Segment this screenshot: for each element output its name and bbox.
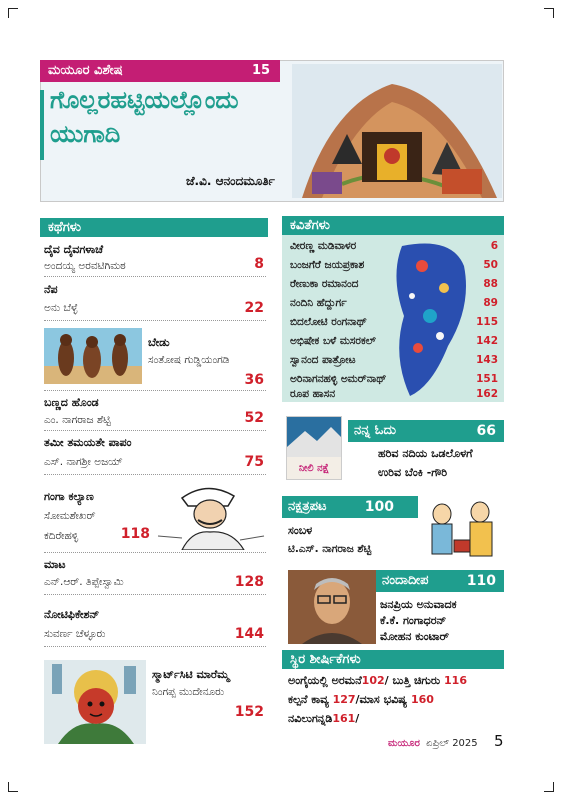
story-page[interactable]: 36 <box>244 372 264 388</box>
story-author: ಅಂದಯ್ಯ ಅರವಟಿಗಿಮಠ <box>44 260 126 272</box>
divider <box>44 474 266 475</box>
book-cover <box>286 416 342 480</box>
nandadeepa-line1[interactable]: ಜನಪ್ರಿಯ ಅನುವಾದಕ <box>380 598 457 611</box>
divider <box>44 552 266 553</box>
poems-illustration <box>382 236 474 400</box>
story-title[interactable]: ಸ್ಮಾರ್ಟ್‌ಸಿಟಿ ಮಾರೆಮ್ಮ <box>152 668 230 681</box>
poem-author[interactable]: ಅಭಿಷೇಕ ಬಳೆ ಮಸರಕಲ್ <box>290 335 376 347</box>
divider <box>44 320 266 321</box>
portrait-photo <box>288 570 376 644</box>
story-page[interactable]: 22 <box>244 300 264 316</box>
crop-mark <box>8 8 9 18</box>
story-title[interactable]: ನೋಟಿಫಿಕೇಶನ್ <box>44 608 100 621</box>
portrait-art <box>288 570 376 644</box>
regular-item: / ಬುತ್ತಿ ಚಿಗುರು <box>384 674 445 687</box>
nanna-odu-label: ನನ್ನ ಓದು <box>354 423 397 438</box>
poem-page[interactable]: 6 <box>490 240 498 252</box>
nakshatrapata-line2: ಟಿ.ಎಸ್. ನಾಗರಾಜ ಶೆಟ್ಟಿ <box>288 543 372 555</box>
story-illustration-smartcity <box>44 660 146 744</box>
story-author: ಎನ್.ಆರ್. ತಿಪ್ಪೇಸ್ವಾಮಿ <box>44 576 124 588</box>
poem-page[interactable]: 151 <box>476 373 498 385</box>
poem-page[interactable]: 89 <box>483 297 498 309</box>
story-author: ಎಸ್. ನಾಗಶ್ರೀ ಅಜಯ್ <box>44 456 123 468</box>
crop-mark <box>553 8 554 18</box>
regular-page: 160 <box>411 693 434 706</box>
divider <box>44 646 266 647</box>
story-author: ಸುವರ್ಣ ಚೆಳ್ಳೂರು <box>44 628 106 640</box>
poem-author[interactable]: ರೂಪ ಹಾಸನ <box>290 388 336 400</box>
nakshatrapata-line1[interactable]: ಸಂಬಳ <box>288 524 313 537</box>
story-page[interactable]: 52 <box>244 410 264 426</box>
nandadeepa-line2[interactable]: ಕೆ.ಕೆ. ಗಂಗಾಧರನ್ <box>380 614 447 627</box>
regular-item: ನವಿಲುಗನ್ನಡಿ <box>288 712 333 725</box>
feature-label: ಮಯೂರ ವಿಶೇಷ <box>48 63 123 78</box>
nakshatrapata-label: ನಕ್ಷತ್ರಪಟ <box>288 499 327 514</box>
story-title[interactable]: ನೆಪ <box>44 283 58 296</box>
feature-author: ಜೆ.ವಿ. ಆನಂದಮೂರ್ತಿ <box>186 174 275 188</box>
divider <box>44 594 266 595</box>
nandadeepa-page[interactable]: 110 <box>466 573 496 589</box>
regular-header <box>282 650 504 669</box>
story-page[interactable]: 75 <box>244 454 264 470</box>
crop-mark <box>8 782 9 792</box>
poem-author[interactable]: ವೀರಣ್ಣ ಮಡಿವಾಳರ <box>290 240 357 252</box>
story-title[interactable]: ಬಣ್ಣದ ಹೊಂಡ <box>44 396 99 409</box>
footer-date: ಏಪ್ರಿಲ್ 2025 <box>426 738 478 749</box>
regular-line3[interactable]: ನವಿಲುಗನ್ನಡಿ161/ <box>288 712 360 725</box>
nanna-odu-page[interactable]: 66 <box>476 423 496 439</box>
nanna-odu-line2[interactable]: ಉರಿವ ಬೆಂಕಿ -ಗೌರಿ <box>378 466 448 479</box>
regular-line1[interactable] <box>288 674 467 688</box>
nanna-odu-line1[interactable]: ಹರಿವ ನದಿಯ ಒಡಲೊಳಗೆ <box>378 447 473 460</box>
crop-mark <box>8 8 18 9</box>
story-author: ಸೋಮಶೇಖರ್ <box>44 510 96 522</box>
story-page[interactable]: 8 <box>254 256 264 272</box>
cartoon-illustration <box>420 494 504 564</box>
poem-author[interactable]: ಬಂಜಗೆರೆ ಜಯಪ್ರಕಾಶ <box>290 259 365 271</box>
poem-author[interactable]: ಬಿದಲೋಟಿ ರಂಗನಾಥ್ <box>290 316 367 328</box>
regular-item: /ಮಾಸ ಭವಿಷ್ಯ <box>355 693 411 706</box>
book-cover-art <box>287 417 341 457</box>
story-author: ಸಂತೋಷ ಗುಡ್ಡಿಯಂಗಡಿ <box>148 354 230 366</box>
poem-page[interactable]: 50 <box>483 259 498 271</box>
nakshatrapata-page[interactable]: 100 <box>364 499 394 515</box>
poems-label: ಕವಿತೆಗಳು <box>290 218 330 233</box>
poem-author[interactable]: ನಂದಿನಿ ಹೆದ್ದುರ್ಗ <box>290 297 347 309</box>
story-title[interactable]: ಮಾಟ <box>44 558 66 571</box>
story-page[interactable]: 152 <box>234 704 264 720</box>
poems-header <box>282 216 504 235</box>
feature-title-line1[interactable]: ಗೊಲ್ಲರಹಟ್ಟಿಯಲ್ಲೊಂದು <box>50 86 239 114</box>
footer-page-number: 5 <box>494 732 504 750</box>
poem-author[interactable]: ರೇಣುಕಾ ರಮಾನಂದ <box>290 278 359 290</box>
poem-page[interactable]: 143 <box>476 354 498 366</box>
story-title[interactable]: ದೈವ ದೈವಗಳಾಚೆ <box>44 243 104 256</box>
story-title[interactable]: ಬೇಡು <box>148 336 170 349</box>
crop-mark <box>553 782 554 792</box>
footer-brand: ಮಯೂರ <box>388 738 420 749</box>
stories-label: ಕಥೆಗಳು <box>48 220 81 235</box>
feature-title-line2[interactable]: ಯುಗಾದಿ <box>50 120 121 148</box>
regular-page: 127 <box>332 693 356 706</box>
feature-accent-bar <box>40 90 44 160</box>
story-title[interactable]: ತಮೀ ತಮಯತೇ ಪಾಪಂ <box>44 436 132 449</box>
nandadeepa-line3[interactable]: ಮೋಹನ ಕುಂಟಾರ್ <box>380 630 450 643</box>
feature-illustration <box>292 64 502 198</box>
story-title[interactable]: ಗಂಗಾ ಕಲ್ಯಾಣ <box>44 490 94 503</box>
regular-page: 116 <box>444 674 467 687</box>
regular-line2[interactable] <box>288 693 434 707</box>
story-illustration-bedu <box>44 328 142 384</box>
story-page[interactable]: 144 <box>234 626 264 642</box>
regular-page: 161 <box>332 712 356 725</box>
nanna-odu-header <box>348 420 504 442</box>
regular-page: 102 <box>361 674 385 687</box>
nandadeepa-label: ನಂದಾದೀಪ <box>382 573 429 588</box>
story-author: ಅನು ಬೆಳ್ಳೆ <box>44 302 78 314</box>
divider <box>44 276 266 277</box>
divider <box>44 430 266 431</box>
poem-page[interactable]: 88 <box>483 278 498 290</box>
nandadeepa-header <box>376 570 504 592</box>
story-page[interactable]: 128 <box>234 574 264 590</box>
poem-author[interactable]: ಸ್ವಾನಂದ ಪಾತ್ರೋಟ <box>290 354 356 366</box>
book-title: ನೀಲಿ ನಕ್ಷೆ <box>298 463 330 474</box>
regular-item: ಅಂಗೈಯಲ್ಲಿ ಅರಮನೆ <box>288 674 362 687</box>
regular-item: ಕಲ್ಪನೆ ಕಾವ್ಯ <box>288 693 333 706</box>
divider <box>44 390 266 391</box>
story-illustration-ganga <box>152 476 266 550</box>
poem-page[interactable]: 142 <box>476 335 498 347</box>
poem-page[interactable]: 162 <box>476 388 498 400</box>
nakshatrapata-header <box>282 496 418 518</box>
story-author-line2: ಕದಿರೇಹಳ್ಳಿ <box>44 530 79 542</box>
poem-author[interactable]: ಅರಿನಾಗನಹಳ್ಳಿ ಅಮರ್‌ನಾಥ್ <box>290 373 387 385</box>
feature-page: 15 <box>252 63 271 78</box>
story-author: ನಿಂಗಪ್ಪ ಮುದೇನೂರು <box>152 686 225 698</box>
regular-label: ಸ್ಥಿರ ಶೀರ್ಷಿಕೆಗಳು <box>290 652 361 667</box>
crop-mark <box>8 791 18 792</box>
story-page[interactable]: 118 <box>120 526 150 542</box>
story-author: ಎಂ. ನಾಗರಾಜ ಶೆಟ್ಟಿ <box>44 414 111 426</box>
poem-page[interactable]: 115 <box>476 316 498 328</box>
stories-header <box>40 218 268 237</box>
